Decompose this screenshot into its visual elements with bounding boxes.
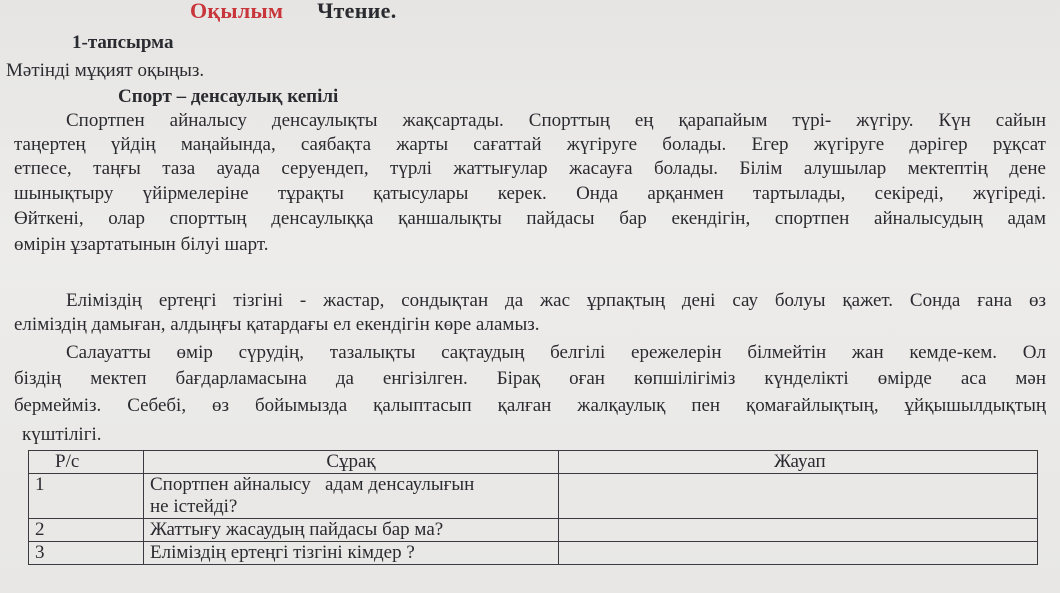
paragraph1-line: шынықтыру үйірмелеріне тұрақты қатысулары керек. Онда арқанмен тартылады, секіреді, жүгіреді. (14, 183, 1046, 204)
paragraph3-line: бермейміз. Себебі, өз бойымызда қалыптасып қалған жалқаулық пен қомағайлықтың, ұйқышылдықтың (14, 395, 1046, 416)
table-row (29, 474, 1038, 519)
question-line: Спортпен айналысу адам денсаулығын (150, 474, 475, 495)
header-kazakh: Оқылым (190, 0, 284, 23)
row-question: Еліміздің ертеңгі тізгіні кімдер ? (144, 542, 559, 565)
row-number: 1 (29, 474, 144, 519)
paragraph1-line: етпесе, таңғы таза ауада серуендеп, түрлі жаттығулар жасауға болады. Білім алушылар мектептің дене (14, 158, 1046, 179)
paragraph2-line: еліміздің дамыған, алдыңғы қатардағы ел екендігін көре аламыз. (14, 314, 540, 335)
header-answer: Жауап (559, 451, 1038, 474)
task-label: 1-тапсырма (72, 32, 174, 53)
question-line: не істейді? (150, 496, 238, 517)
instruction-text: Мәтінді мұқият оқыңыз. (6, 60, 205, 81)
table-row (29, 519, 1038, 542)
paragraph1-line: Өйткені, олар спорттың денсаулыққа қаншалықты пайдасы бар екендігін, спортпен айналысудың адам (14, 208, 1046, 229)
row-answer[interactable] (559, 519, 1038, 542)
text-title: Спорт – денсаулық кепілі (118, 86, 339, 107)
row-question (144, 474, 559, 519)
header-number: Р/с (29, 451, 144, 474)
header-russian: Чтение. (317, 0, 397, 23)
table-row (29, 542, 1038, 565)
paragraph1-line: өмірін ұзартатынын білуі шарт. (14, 234, 269, 255)
row-answer[interactable] (559, 542, 1038, 565)
paragraph3-line: күштілігі. (22, 424, 102, 445)
section-header (190, 0, 397, 22)
paragraph1-line: таңертең үйдің маңайында, саябақта жарты сағаттай жүгіруге болады. Егер жүгіруге дәрігер рұқсат (14, 134, 1046, 155)
paragraph3-line: Салауатты өмір сүрудің, тазалықты сақтаудың белгілі ережелерін білмейтін жан кемде-кем. Ол (66, 342, 1046, 363)
paragraph1-line: Спортпен айналысу денсаулықты жақсартады. Спорттың ең қарапайым түрі- жүгіру. Күн сайын (66, 110, 1046, 131)
question-answer-table (28, 450, 1038, 565)
paragraph3-line: біздің мектеп бағдарламасына да енгізілген. Бірақ оған көпшілігіміз күнделікті өмірде аса мән (14, 368, 1046, 389)
row-answer[interactable] (559, 474, 1038, 519)
table-header-row (29, 451, 1038, 474)
row-question: Жаттығу жасаудың пайдасы бар ма? (144, 519, 559, 542)
row-number: 3 (29, 542, 144, 565)
row-number: 2 (29, 519, 144, 542)
paragraph2-line: Еліміздің ертеңгі тізгіні - жастар, сондықтан да жас ұрпақтың дені сау болуы қажет. Сонда ғана өз (66, 290, 1046, 311)
header-question: Сұрақ (144, 451, 559, 474)
